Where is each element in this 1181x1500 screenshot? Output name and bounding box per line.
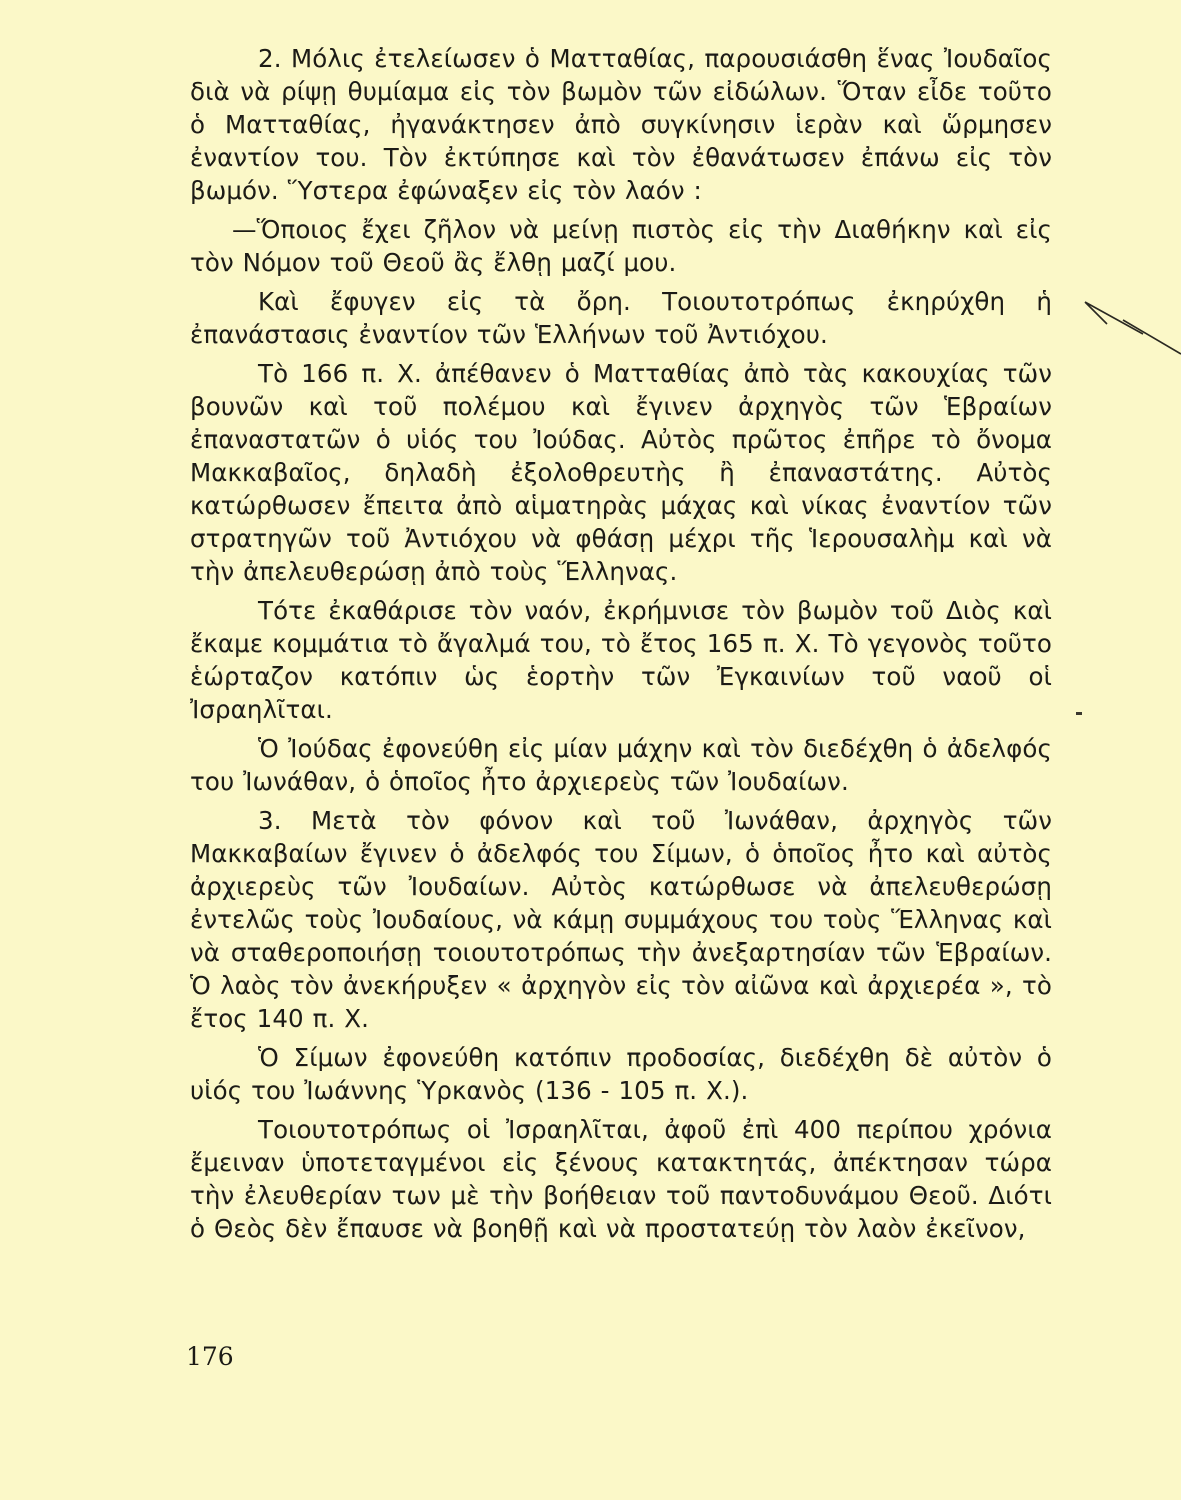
- paragraph-temple-cleansing: Τότε ἐκαθάρισε τὸν ναόν, ἐκρήμνισε τὸν βωμὸν τοῦ Διὸς καὶ ἔκαμε κομμάτια τὸ ἄγαλμά του, τὸ ἔτος 165 π. Χ. Τὸ γεγονὸς τοῦτο ἑώρταζον κατόπιν ὡς ἑορτὴν τῶν Ἐγκαινίων τοῦ ναοῦ οἱ Ἰσραηλῖται.: [190, 596, 1052, 724]
- paragraph-jonathan: Ὁ Ἰούδας ἐφονεύθη εἰς μίαν μάχην καὶ τὸν διεδέχθη ὁ ἀδελφός του Ἰωνάθαν, ὁ ὁποῖος ἦτο ἀρχιερεὺς τῶν Ἰουδαίων.: [190, 734, 1052, 796]
- paragraph-john-hyrcanus: Ὁ Σίμων ἐφονεύθη κατόπιν προδοσίας, διεδέχθη δὲ αὐτὸν ὁ υἱός του Ἰωάννης Ὑρκανὸς (136 - 105 π. Χ.).: [190, 1043, 1052, 1105]
- paragraph-simon: 3. Μετὰ τὸν φόνον καὶ τοῦ Ἰωνάθαν, ἀρχηγὸς τῶν Μακκαβαίων ἔγινεν ὁ ἀδελφός του Σίμων, ὁ ὁποῖος ἦτο καὶ αὐτὸς ἀρχιερεὺς τῶν Ἰουδαίων. Αὐτὸς κατώρθωσε νὰ ἀπελευθερώσῃ ἐντελῶς τοὺς Ἰουδαίους, νὰ κάμῃ συμμάχους του τοὺς Ἕλληνας καὶ νὰ σταθεροποιήσῃ τοιουτοτρόπως τὴν ἀνεξαρτησίαν τῶν Ἑβραίων. Ὁ λαὸς τὸν ἀνεκήρυξεν « ἀρχηγὸν εἰς τὸν αἰῶνα καὶ ἀρχιερέα », τὸ ἔτος 140 π. Χ.: [190, 806, 1052, 1033]
- paragraph-judas-maccabee: Τὸ 166 π. Χ. ἀπέθανεν ὁ Ματταθίας ἀπὸ τὰς κακουχίας τῶν βουνῶν καὶ τοῦ πολέμου καὶ ἔγινεν ἀρχηγὸς τῶν Ἑβραίων ἐπαναστατῶν ὁ υἱός του Ἰούδας. Αὐτὸς πρῶτος ἐπῆρε τὸ ὄνομα Μακκαβαῖος, δηλαδὴ ἐξολοθρευτὴς ἢ ἐπαναστάτης. Αὐτὸς κατώρθωσεν ἔπειτα ἀπὸ αἱματηρὰς μάχας καὶ νίκας ἐναντίον τῶν στρατηγῶν τοῦ Ἀντιόχου νὰ φθάσῃ μέχρι τῆς Ἱερουσαλὴμ καὶ νὰ τὴν ἀπελευθερώσῃ ἀπὸ τοὺς Ἕλληνας.: [190, 359, 1052, 586]
- body-text: [190, 42, 1052, 1245]
- page-number: 176: [186, 1342, 234, 1371]
- paragraph-independence: Τοιουτοτρόπως οἱ Ἰσραηλῖται, ἀφοῦ ἐπὶ 400 περίπου χρόνια ἔμειναν ὑποτεταγμένοι εἰς ξένους κατακτητάς, ἀπέκτησαν τώρα τὴν ἐλευθερίαν των μὲ τὴν βοήθειαν τοῦ παντοδυνάμου Θεοῦ. Διότι ὁ Θεὸς δὲν ἔπαυσε νὰ βοηθῇ καὶ νὰ προστατεύῃ τὸν λαὸν ἐκεῖνον,: [190, 1115, 1052, 1243]
- paragraph-revolt-declared: Καὶ ἔφυγεν εἰς τὰ ὄρη. Τοιουτοτρόπως ἐκηρύχθη ἡ ἐπανάστασις ἐναντίον τῶν Ἑλλήνων τοῦ Ἀντιόχου.: [190, 287, 1052, 349]
- margin-ink-dot: [1076, 712, 1082, 715]
- margin-pencil-mark: [1083, 298, 1181, 358]
- paragraph-call-to-followers: —Ὅποιος ἔχει ζῆλον νὰ μείνῃ πιστὸς εἰς τὴν Διαθήκην καὶ εἰς τὸν Νόμον τοῦ Θεοῦ ἂς ἔλθῃ μαζί μου.: [190, 215, 1052, 277]
- paragraph-mattathias-altar: 2. Μόλις ἐτελείωσεν ὁ Ματταθίας, παρουσιάσθη ἕνας Ἰουδαῖος διὰ νὰ ρίψῃ θυμίαμα εἰς τὸν βωμὸν τῶν εἰδώλων. Ὅταν εἶδε τοῦτο ὁ Ματταθίας, ἠγανάκτησεν ἀπὸ συγκίνησιν ἱερὰν καὶ ὥρμησεν ἐναντίον του. Τὸν ἐκτύπησε καὶ τὸν ἐθανάτωσεν ἐπάνω εἰς τὸν βωμόν. Ὕστερα ἐφώναξεν εἰς τὸν λαόν :: [190, 44, 1052, 205]
